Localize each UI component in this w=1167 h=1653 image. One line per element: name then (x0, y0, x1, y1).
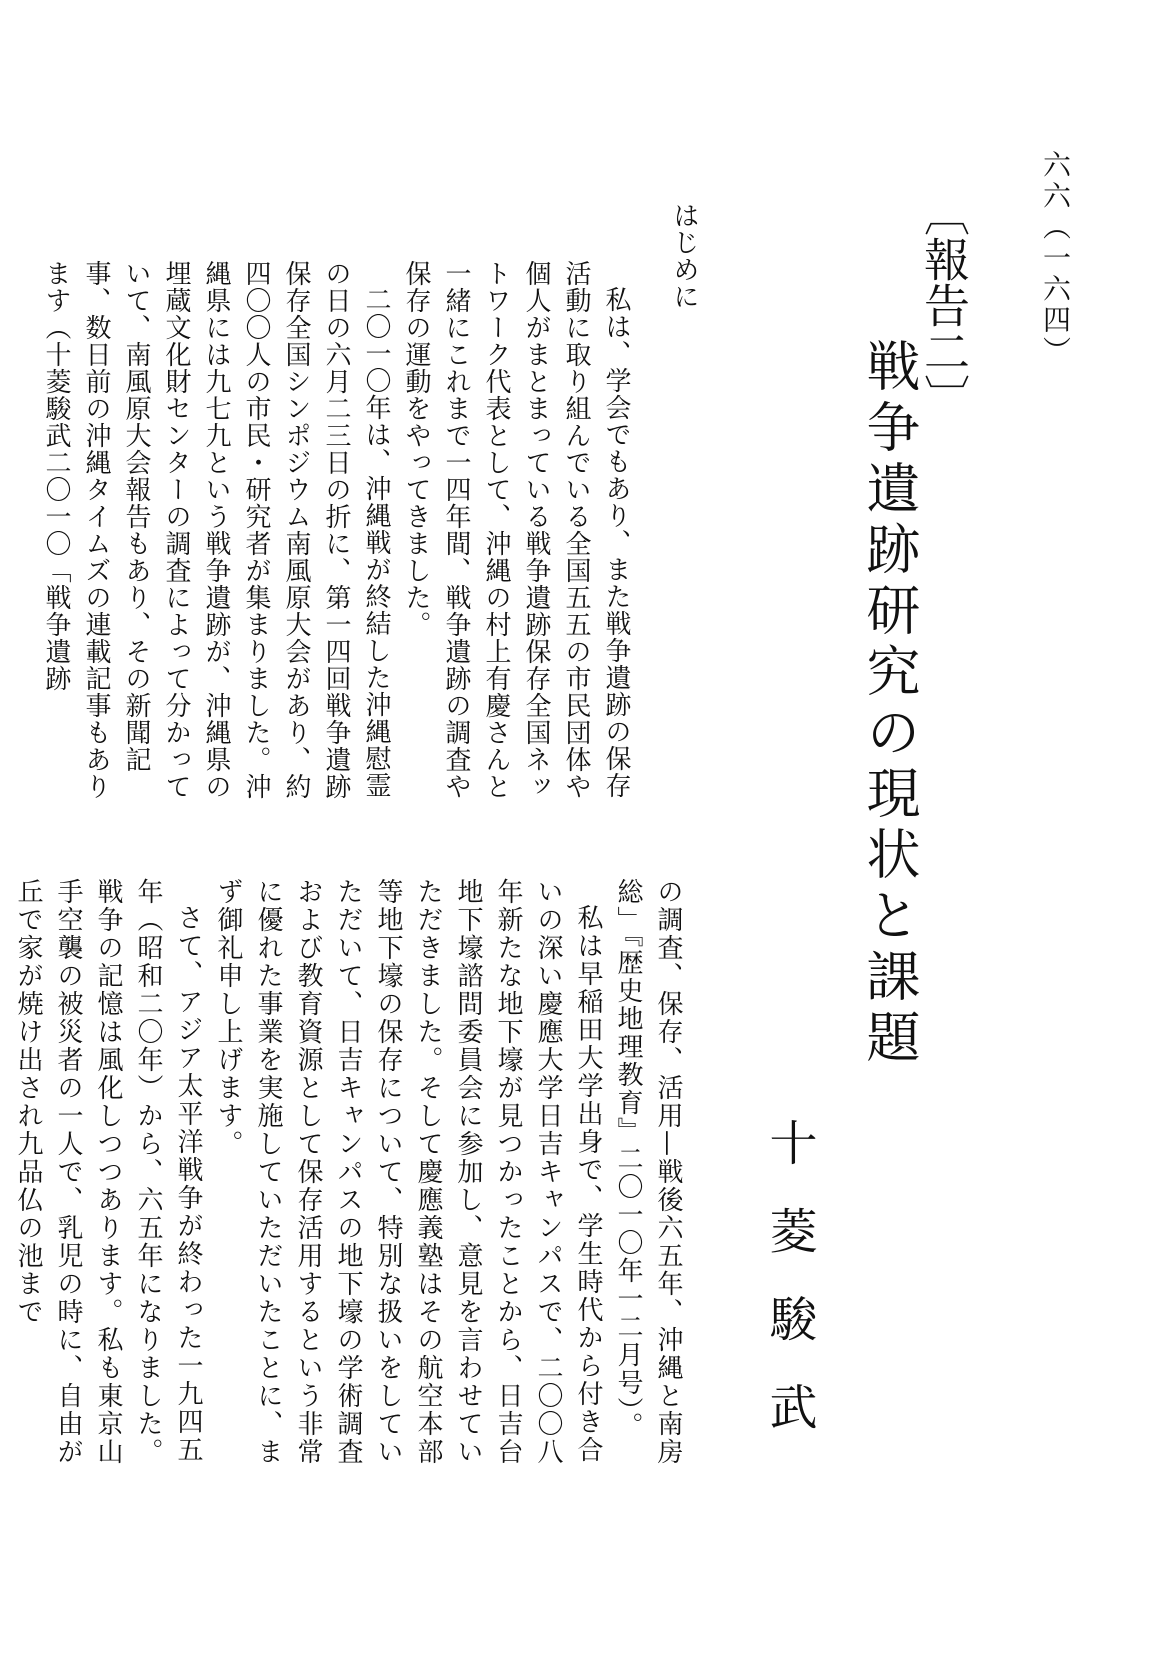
author-name: 十菱駿武 (761, 1118, 817, 1470)
body-text-lower (13, 878, 688, 1478)
paragraph: 二〇一〇年は、沖縄戦が終結した沖縄慰霊の日の六月二三日の折に、第一四回戦争遺跡保存全国シンポジウム南風原大会があり、約四〇〇人の市民・研究者が集まりました。沖縄県には九七九という戦争遺跡が、沖縄県の埋蔵文化財センターの調査によって分かっていて、南風原大会報告もあり、その新聞記事、数日前の沖縄タイムズの連載記事もあります（十菱駿武二〇一〇「戦争遺跡 (41, 260, 391, 800)
section-heading: はじめに (669, 202, 699, 310)
paragraph: 私は早稲田大学出身で、学生時代から付き合いの深い慶應大学日吉キャンパスで、二〇〇八年新たな地下壕が見つかったことから、日吉台地下壕諮問委員会に参加し、意見を言わせていただきました。そして慶應義塾はその航空本部等地下壕の保存について、特別な扱いをしていただいて、日吉キャンパスの地下壕の学術調査および教育資源として保存活用するという非常に優れた事業を実施していただいたことに、まず御礼申し上げます。 (213, 878, 603, 1466)
paragraph: さて、アジア太平洋戦争が終わった一九四五年（昭和二〇年）から、六五年になりました。戦争の記憶は風化しつつあります。私も東京山手空襲の被災者の一人で、乳児の時に、自由が丘で家が焼け出され九品仏の池まで (13, 878, 203, 1466)
paragraph: 私は、学会でもあり、また戦争遺跡の保存活動に取り組んでいる全国五五の市民団体や個人がまとまっている戦争遺跡保存全国ネットワーク代表として、沖縄の村上有慶さんと一緒にこれまで一四年間、戦争遺跡の調査や保存の運動をやってきました。 (401, 260, 631, 800)
article-title: 戦争遺跡研究の現状と課題 (858, 338, 921, 1070)
report-label: 〔報告二〕 (917, 190, 971, 420)
paragraph-continuation: の調査、保存、活用—戦後六五年、沖縄と南房総」『歴史地理教育』二〇一〇年一二月号）。 (613, 878, 683, 1466)
page-number: 六六（一六四） (1039, 150, 1072, 367)
body-text-upper (41, 260, 636, 820)
